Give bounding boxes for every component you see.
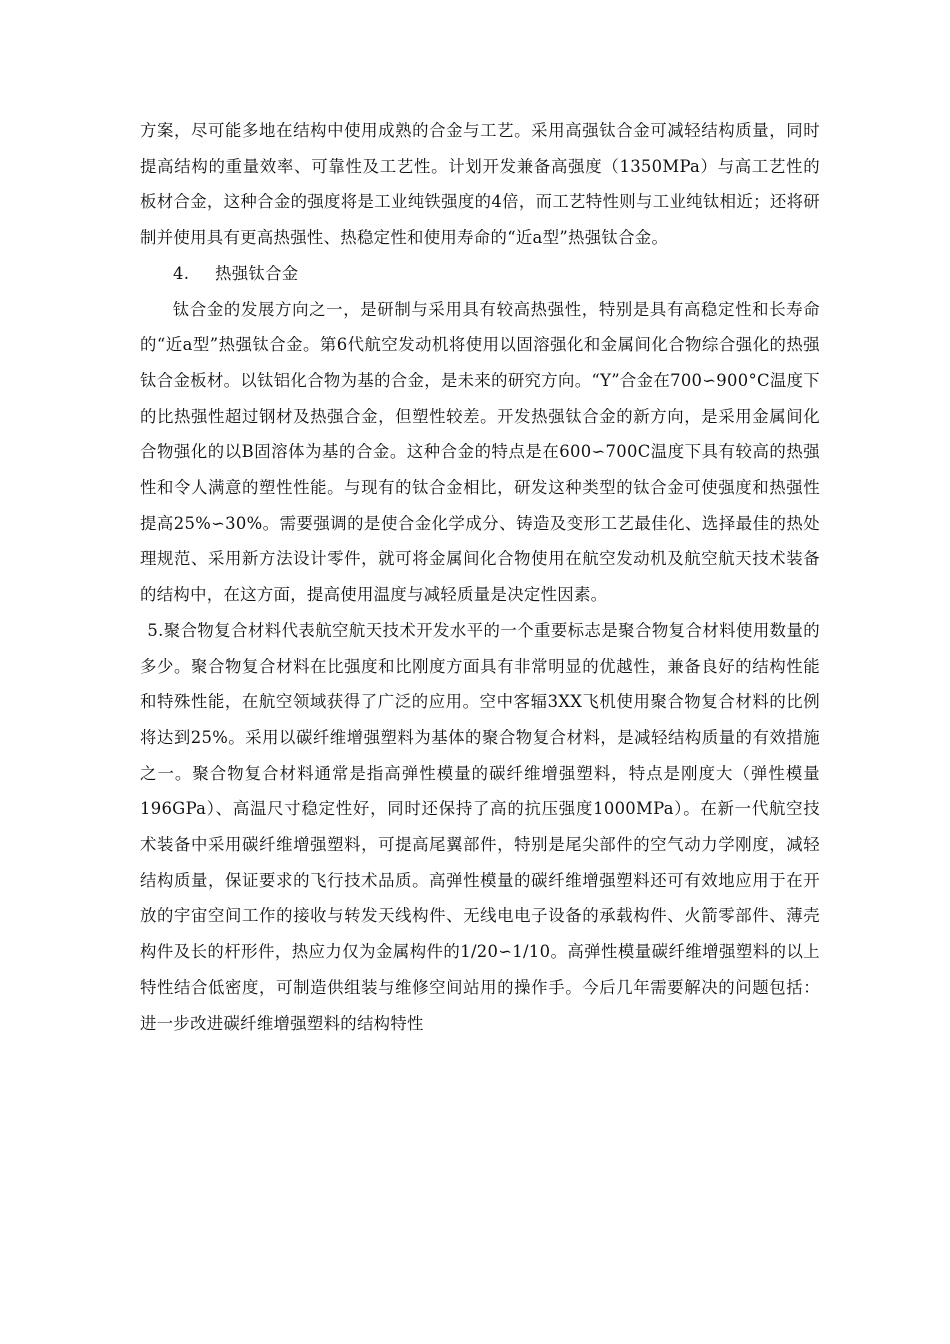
section-heading-4-title: 热强钛合金: [215, 263, 299, 283]
section-heading-4-number: 4.: [173, 263, 190, 283]
paragraph-intro: 方案，尽可能多地在结构中使用成熟的合金与工艺。采用高强钛合金可减轻结构质量，同时提高结构的重量效率、可靠性及工艺性。计划开发兼备高强度（1350MPa）与高工艺性的板材合金，这种合金的强度将是工业纯铁强度的4倍，而工艺特性则与工业纯钛相近；还将研制并使用具有更高热强性、热稳定性和使用寿命的“近a型”热强钛合金。: [140, 121, 820, 248]
document-body: [140, 113, 820, 1041]
section-heading-4: [140, 256, 820, 292]
paragraph-section-5: 5.聚合物复合材料代表航空航天技术开发水平的一个重要标志是聚合物复合材料使用数量的多少。聚合物复合材料在比强度和比刚度方面具有非常明显的优越性，兼备良好的结构性能和特殊性能，在航空领域获得了广泛的应用。空中客辐3XX飞机使用聚合物复合材料的比例将达到25%。采用以碳纤维增强塑料为基体的聚合物复合材料，是减轻结构质量的有效措施之一。聚合物复合材料通常是指高弹性模量的碳纤维增强塑料，特点是刚度大（弹性模量196GPa）、高温尺寸稳定性好，同时还保持了高的抗压强度1000MPa）。在新一代航空技术装备中采用碳纤维增强塑料，可提高尾翼部件，特别是尾尖部件的空气动力学刚度，减轻结构质量，保证要求的飞行技术品质。高弹性模量的碳纤维增强塑料还可有效地应用于在开放的宇宙空间工作的接收与转发天线构件、无线电电子设备的承载构件、火箭零部件、薄壳构件及长的杆形件，热应力仅为金属构件的1/20∽1/10。高弹性模量碳纤维增强塑料的以上特性结合低密度，可制造供组装与维修空间站用的操作手。今后几年需要解决的问题包括：进一步改进碳纤维增强塑料的结构特性: [140, 620, 820, 1033]
paragraph-section-4: 钛合金的发展方向之一，是研制与采用具有较高热强性，特别是具有高稳定性和长寿命的“近a型”热强钛合金。第6代航空发动机将使用以固溶强化和金属间化合物综合强化的热强钛合金板材。以钛铝化合物为基的合金，是未来的研究方向。“Y”合金在700∽900°C温度下的比热强性超过钢材及热强合金，但塑性较差。开发热强钛合金的新方向，是采用金属间化合物强化的以B固溶体为基的合金。这种合金的特点是在600∽700C温度下具有较高的热强性和令人满意的塑性性能。与现有的钛合金相比，研发这种类型的钛合金可使强度和热强性提高25%∽30%。需要强调的是使合金化学成分、铸造及变形工艺最佳化、选择最佳的热处理规范、采用新方法设计零件，就可将金属间化合物使用在航空发动机及航空航天技术装备的结构中，在这方面，提高使用温度与减轻质量是决定性因素。: [140, 299, 820, 605]
